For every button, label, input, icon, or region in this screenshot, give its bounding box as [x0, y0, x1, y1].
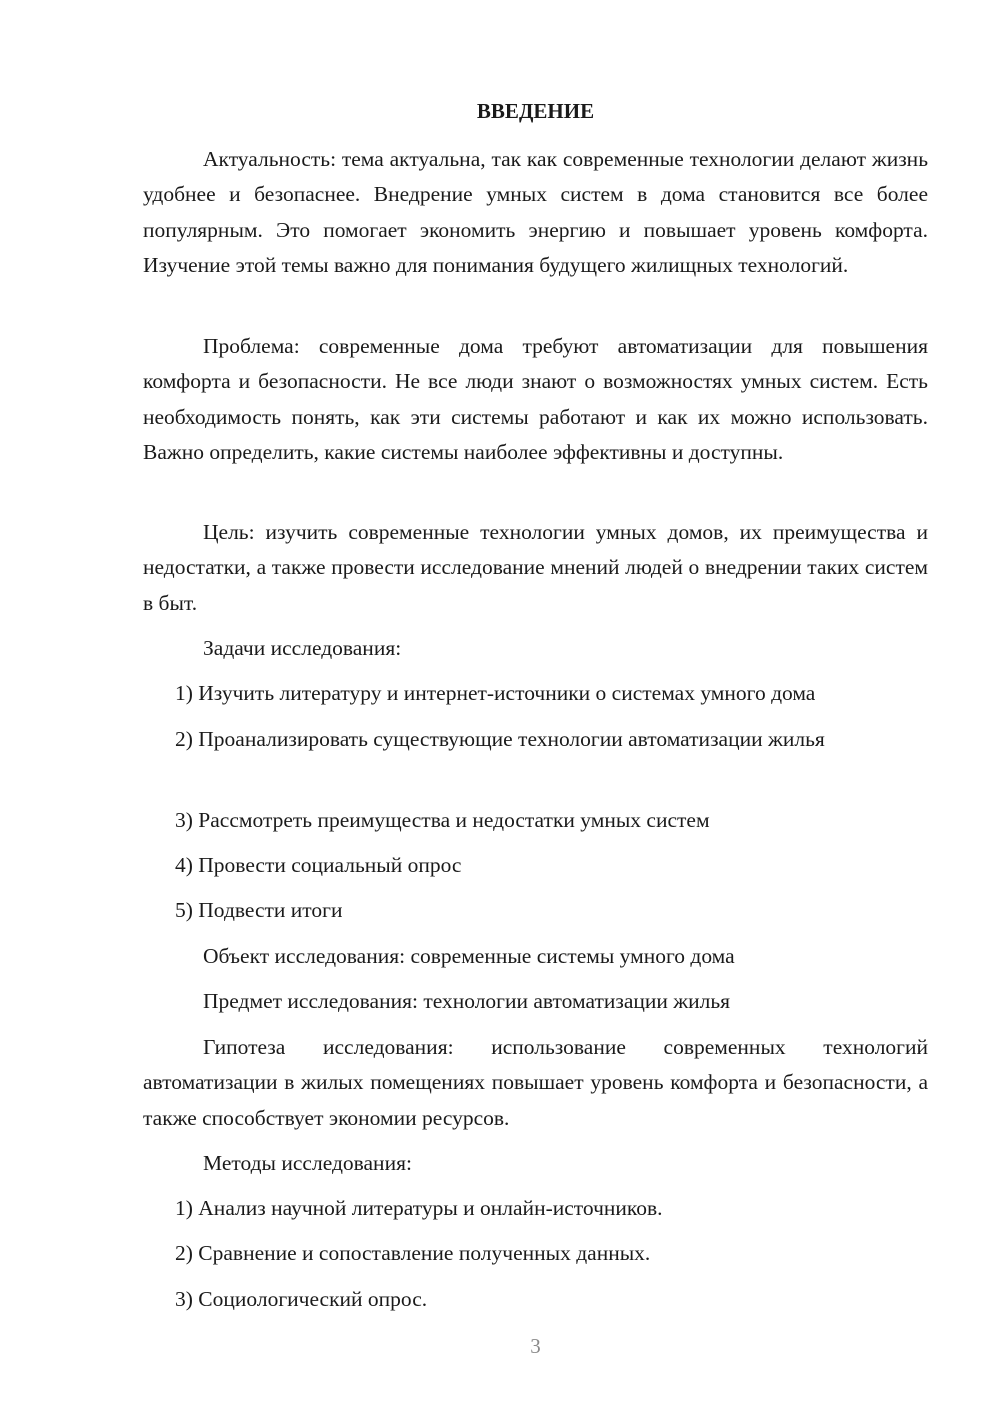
- task-item-2: 2) Проанализировать существующие технологии автоматизации жилья: [175, 727, 825, 751]
- relevance-paragraph: Актуальность: тема актуальна, так как современные технологии делают жизнь удобнее и безопаснее. Внедрение умных систем в дома становится все более популярным. Это помогает экономить энергию и повышает уровень комфорта. Изучение этой темы важно для понимания будущего жилищных технологий.: [143, 147, 928, 277]
- research-subject: Предмет исследования: технологии автоматизации жилья: [203, 989, 731, 1013]
- problem-paragraph: Проблема: современные дома требуют автоматизации для повышения комфорта и безопасности. Не все люди знают о возможностях умных систем. Есть необходимость понять, как эти системы работают и как их можно использовать. Важно определить, какие системы наиболее эффективны и доступны.: [143, 334, 928, 464]
- task-item-3: 3) Рассмотреть преимущества и недостатки умных систем: [175, 808, 710, 832]
- research-object: Объект исследования: современные системы умного дома: [203, 944, 735, 968]
- task-item-1: 1) Изучить литературу и интернет-источники о системах умного дома: [175, 681, 816, 705]
- method-item-3: 3) Социологический опрос.: [175, 1287, 428, 1311]
- task-item-4: 4) Провести социальный опрос: [175, 853, 462, 877]
- methods-heading: Методы исследования:: [203, 1151, 412, 1175]
- method-item-1: 1) Анализ научной литературы и онлайн-источников.: [175, 1196, 663, 1220]
- section-title: ВВЕДЕНИЕ: [476, 99, 595, 123]
- tasks-heading: Задачи исследования:: [203, 636, 402, 660]
- hypothesis-paragraph: Гипотеза исследования: использование современных технологий автоматизации в жилых помещениях повышает уровень комфорта и безопасности, а также способствует экономии ресурсов.: [143, 1035, 928, 1130]
- page-number: 3: [530, 1334, 541, 1358]
- goal-paragraph: Цель: изучить современные технологии умных домов, их преимущества и недостатки, а также провести исследование мнений людей о внедрении таких систем в быт.: [143, 520, 928, 615]
- method-item-2: 2) Сравнение и сопоставление полученных данных.: [175, 1241, 651, 1265]
- task-item-5: 5) Подвести итоги: [175, 898, 343, 922]
